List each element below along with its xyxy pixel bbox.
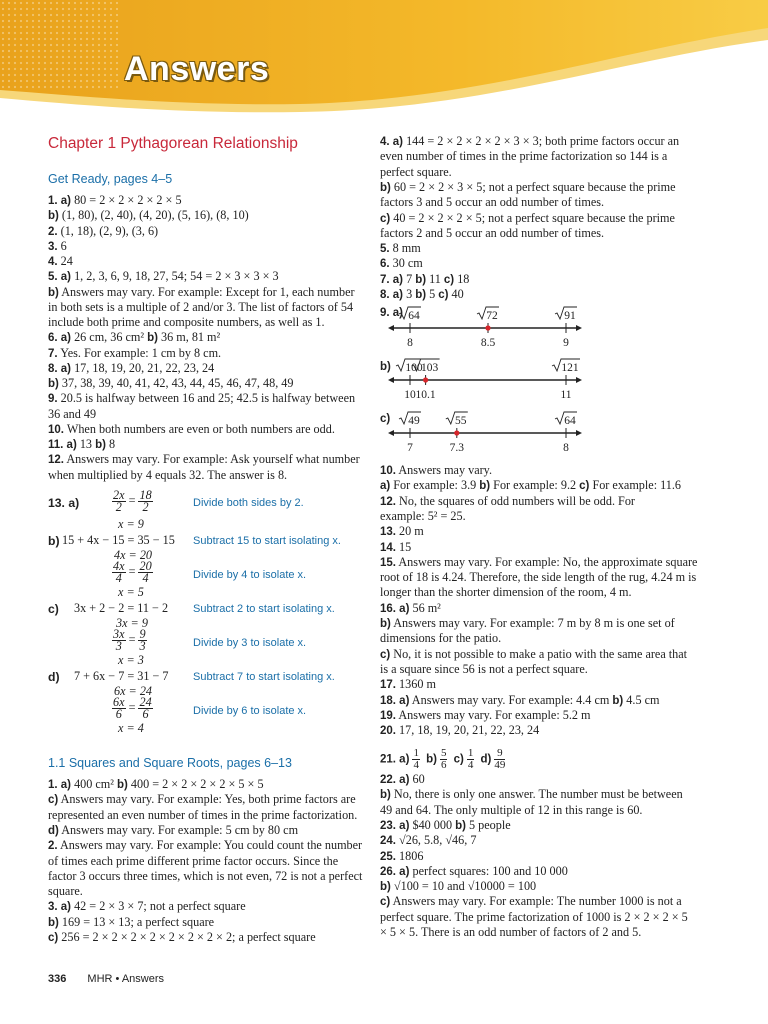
answer-line: 8. a) 3 b) 5 c) 40 — [380, 287, 464, 301]
answer-line: b) (1, 80), (2, 40), (4, 20), (5, 16), (8, 10) — [48, 208, 249, 223]
q13a-note: Divide both sides by 2. — [193, 497, 304, 509]
answer-line: 2. Answers may vary. For example: You could count the number — [48, 838, 363, 853]
q13b-line2: 4x = 20 — [114, 548, 153, 562]
answer-line: 2. (1, 18), (2, 9), (3, 6) — [48, 223, 159, 238]
svg-text:55: 55 — [455, 415, 467, 427]
root-label — [555, 307, 577, 322]
svg-text:100: 100 — [405, 362, 423, 374]
q13d-note1: Subtract 7 to start isolating x. — [193, 671, 335, 683]
q13d-label: d) — [48, 670, 60, 684]
q13d-line1: 7 + 6x − 7 = 31 − 7 — [74, 669, 169, 683]
q13b-result: x = 5 — [118, 585, 144, 599]
answer-line: c) No, it is not possible to make a patio with the same area that — [380, 646, 688, 661]
answer-line: 25. 1806 — [380, 848, 424, 863]
page-footer — [48, 973, 164, 985]
answer-line: even number of times in the prime factorization so 144 is a — [380, 149, 668, 164]
tick-label: 10.1 — [415, 389, 436, 401]
answer-line: b) 169 = 13 × 13; a perfect square — [48, 914, 215, 929]
answer-line: 6. a) 26 cm, 36 cm² b) 36 m, 81 m² — [48, 330, 221, 345]
q13b-note2: Divide by 4 to isolate x. — [193, 569, 307, 581]
svg-text:64: 64 — [408, 310, 420, 322]
answer-line: 7. a) 7 b) 11 c) 18 — [380, 271, 470, 286]
answer-line: 19. Answers may vary. For example: 5.2 m — [380, 707, 591, 722]
answer-line: include both prime and composite numbers, as well as 1. — [48, 315, 325, 329]
answer-line: × 5 × 5. There is an odd number of factors of 2 and 5. — [380, 925, 642, 939]
answer-line: 12. Answers may vary. For example: Ask yourself what number — [48, 452, 360, 467]
answer-line: b) 60 = 2 × 2 × 3 × 5; not a perfect square because the prime — [380, 179, 676, 194]
answer-line: b) 37, 38, 39, 40, 41, 42, 43, 44, 45, 46, 47, 48, 49 — [48, 376, 294, 390]
header-wave-graphic — [0, 0, 768, 130]
footer-text: MHR • Answers — [87, 973, 165, 985]
answer-line: factors 2 and 5 occur an odd number of times. — [380, 225, 605, 240]
arrow-left-icon — [388, 430, 394, 436]
q9c-label: c) — [380, 413, 391, 425]
answer-line: longer than the shorter dimension of the room, 4 m. — [380, 585, 632, 600]
answer-line: root of 18 is 4.24. Therefore, the side length of the rug, 4.24 m is — [380, 570, 697, 585]
answer-line: 8. a) 17, 18, 19, 20, 21, 22, 23, 24 — [48, 360, 215, 375]
answer-line: 4. a) 144 = 2 × 2 × 2 × 2 × 3 × 3; both prime factors occur an — [380, 134, 680, 148]
section-heading-get-ready: Get Ready, pages 4–5 — [48, 172, 173, 186]
answer-line: 17. 1360 m — [380, 677, 436, 692]
answer-line: b) Answers may vary. For example: Except for 1, each number — [48, 284, 355, 299]
svg-text:72: 72 — [486, 310, 498, 322]
answer-line: 26. a) perfect squares: 100 and 10 000 — [380, 863, 568, 878]
estimate-point — [454, 430, 459, 435]
answer-line: 3. a) 42 = 2 × 3 × 7; not a perfect square — [48, 899, 246, 914]
answer-line: of times each prime different prime factor occurs. Since the — [48, 853, 339, 868]
q13b-label: b) — [48, 534, 60, 548]
answer-line: 9. 20.5 is halfway between 16 and 25; 42.5 is halfway between — [48, 391, 356, 406]
root-label — [446, 412, 468, 427]
answer-line: 15. Answers may vary. For example: No, the approximate square — [380, 554, 698, 569]
answer-line: represented an even number of times in the prime factorization. — [48, 807, 358, 822]
q13c-note1: Subtract 2 to start isolating x. — [193, 603, 335, 615]
arrow-right-icon — [576, 430, 582, 436]
estimate-point — [423, 377, 428, 382]
answer-line: 24. √26, 5.8, √46, 7 — [380, 833, 477, 848]
answer-line: 5. a) 1, 2, 3, 6, 9, 18, 27, 54; 54 = 2 × 3 × 3 × 3 — [48, 269, 279, 284]
chapter-heading: Chapter 1 Pythagorean Relationship — [48, 135, 298, 152]
answer-line: 20. 17, 18, 19, 20, 21, 22, 23, 24 — [380, 723, 540, 738]
answer-line: b) No, there is only one answer. The number must be between — [380, 787, 683, 802]
answer-line: 13. 20 m — [380, 524, 424, 539]
q9b-label: b) — [380, 361, 391, 373]
svg-text:103: 103 — [420, 362, 439, 374]
answer-line: 14. 15 — [380, 539, 412, 554]
answer-line: c) 40 = 2 × 2 × 2 × 5; not a perfect square because the prime — [380, 210, 675, 225]
answer-line: in both sets is a multiple of 2 and/or 3. The list of factors of 54 — [48, 299, 354, 314]
answer-line: square. — [48, 884, 83, 899]
answer-line: 1. a) 80 = 2 × 2 × 2 × 2 × 5 — [48, 193, 182, 207]
q13b-line1: 15 + 4x − 15 = 35 − 15 — [62, 533, 175, 547]
q13c-line2: 3x = 9 — [116, 616, 148, 630]
answer-line: 10. When both numbers are even or both numbers are odd. — [48, 421, 335, 436]
q13c-line1: 3x + 2 − 2 = 11 − 2 — [74, 601, 169, 615]
answer-line: 36 and 49 — [48, 406, 97, 421]
answer-line: 7. Yes. For example: 1 cm by 8 cm. — [48, 345, 222, 360]
answer-line: factor 3 occurs three times, which is not even, 72 is not a perfect — [48, 868, 363, 883]
number-line-graphics — [396, 300, 616, 460]
root-label — [477, 307, 499, 322]
answer-line: c) Answers may vary. For example: Yes, both prime factors are — [48, 792, 356, 807]
answer-line: 22. a) 60 — [380, 772, 425, 786]
tick-label: 9 — [563, 337, 569, 349]
answer-line: a) For example: 3.9 b) For example: 9.2 c) For example: 11.6 — [380, 478, 682, 493]
answer-line: 16. a) 56 m² — [380, 600, 441, 615]
q13d-note2: Divide by 6 to isolate x. — [193, 705, 307, 717]
answer-line: dimensions for the patio. — [380, 631, 502, 646]
q21-fractions: 21. a) $\frac{1}{4}$ b) $\frac{5}{6}$ c) $\frac{1}{4}$ d) $\frac{9}{49}$ — [380, 747, 506, 771]
q13c-label: c) — [48, 602, 59, 616]
answer-line: 3. 6 — [48, 238, 67, 253]
header-banner — [0, 0, 768, 130]
root-label — [555, 412, 577, 427]
q9a-label: 9. a) — [380, 307, 404, 319]
page-number: 336 — [48, 973, 67, 985]
q13b-note1: Subtract 15 to start isolating x. — [193, 535, 341, 547]
q13a-result: x = 9 — [118, 517, 144, 531]
answer-line: 10. Answers may vary. — [380, 463, 493, 477]
answer-line: 12. No, the squares of odd numbers will be odd. For — [380, 493, 635, 508]
arrow-left-icon — [388, 377, 394, 383]
q13c-note2: Divide by 3 to isolate x. — [193, 637, 307, 649]
answer-line: 49 and 64. The only multiple of 12 in this range is 60. — [380, 802, 643, 817]
svg-text:49: 49 — [408, 415, 420, 427]
root-label — [399, 307, 421, 322]
root-label — [399, 412, 421, 427]
answer-line: 23. a) $40 000 b) 5 people — [380, 817, 511, 832]
answer-line: c) 256 = 2 × 2 × 2 × 2 × 2 × 2 × 2 × 2; a perfect square — [48, 930, 316, 944]
q13d-line2: 6x = 24 — [114, 684, 153, 698]
answer-line: 1. a) 400 cm² b) 400 = 2 × 2 × 2 × 2 × 5 × 5 — [48, 777, 264, 791]
tick-label: 8.5 — [480, 337, 496, 349]
arrow-left-icon — [388, 325, 394, 331]
answer-line: when multiplied by 4 equals 32. The answer is 8. — [48, 467, 288, 482]
answer-line: 5. 8 mm — [380, 241, 421, 256]
root-label — [552, 359, 580, 374]
arrow-right-icon — [576, 377, 582, 383]
tick-label: 7 — [407, 442, 413, 454]
q13c-fraction-line: $\frac{3x}{3}$ = $\frac{9}{3}$ — [113, 627, 146, 653]
answer-line: factors 3 and 5 occur an odd number of times. — [380, 195, 605, 210]
answer-line: b) √100 = 10 and √10000 = 100 — [380, 879, 537, 894]
tick-label: 8 — [407, 337, 413, 349]
answer-line: 4. 24 — [48, 254, 73, 268]
answer-line: 11. a) 13 b) 8 — [48, 437, 116, 451]
q13a-label: 13. a) — [48, 496, 80, 510]
svg-text:121: 121 — [561, 362, 579, 374]
q13b-fraction-line: $\frac{4x}{4}$ = $\frac{20}{4}$ — [113, 559, 152, 585]
answer-line: c) Answers may vary. For example: The number 1000 is not a — [380, 894, 682, 909]
tick-label: 10 — [404, 389, 416, 401]
page-title: Answers — [124, 50, 270, 88]
section-heading-1-1: 1.1 Squares and Square Roots, pages 6–13 — [48, 756, 292, 770]
tick-label: 11 — [560, 389, 572, 401]
answer-line: perfect square. The prime factorization of 1000 is 2 × 2 × 2 × 5 — [380, 909, 688, 924]
answer-line: 18. a) Answers may vary. For example: 4.4 cm b) 4.5 cm — [380, 692, 660, 707]
q13d-result: x = 4 — [118, 721, 144, 735]
tick-label: 7.3 — [449, 442, 464, 454]
q13a-fraction-line: $\frac{2x}{2}$ = $\frac{18}{2}$ — [113, 488, 152, 514]
svg-text:64: 64 — [564, 415, 576, 427]
answer-line: example: 5² = 25. — [380, 508, 466, 523]
answer-line: is a square since 56 is not a perfect square. — [380, 661, 588, 676]
estimate-point — [485, 325, 490, 330]
arrow-right-icon — [576, 325, 582, 331]
answer-line: perfect square. — [380, 164, 452, 179]
answer-line: 6. 30 cm — [380, 256, 423, 271]
answer-line: d) Answers may vary. For example: 5 cm by 80 cm — [48, 822, 299, 837]
tick-label: 8 — [563, 442, 569, 454]
q13d-fraction-line: $\frac{6x}{6}$ = $\frac{24}{6}$ — [113, 695, 152, 721]
svg-text:91: 91 — [564, 310, 576, 322]
q13c-result: x = 3 — [118, 653, 144, 667]
answer-line: b) Answers may vary. For example: 7 m by 8 m is one set of — [380, 616, 675, 630]
